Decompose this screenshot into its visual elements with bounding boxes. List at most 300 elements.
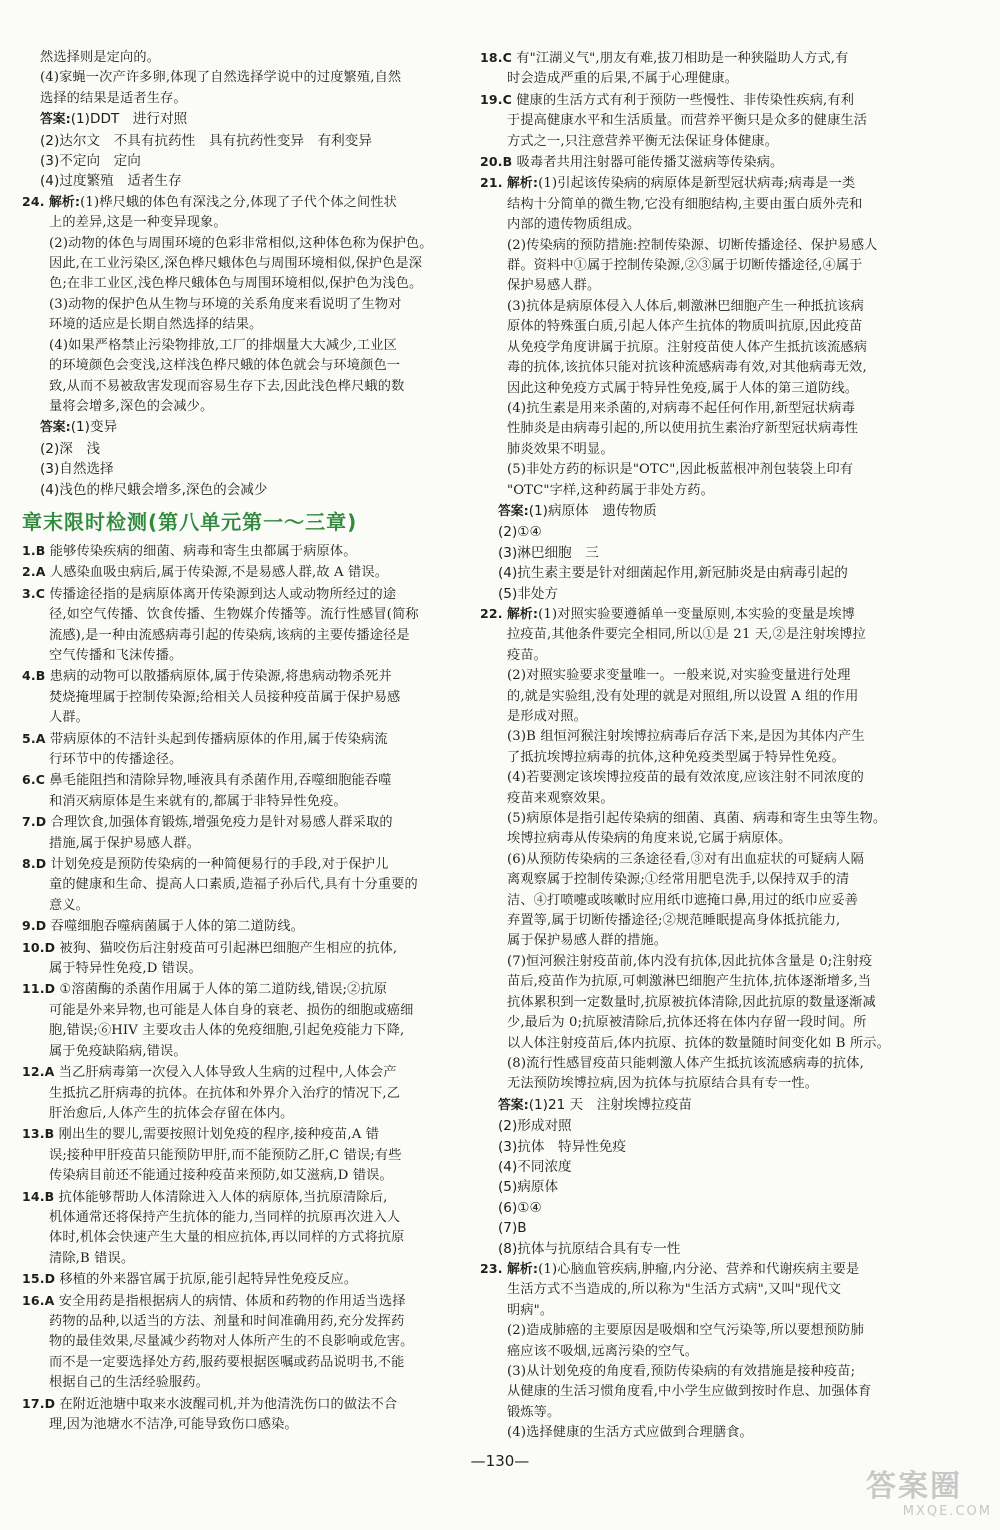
- text-line: [22, 1208, 462, 1228]
- text-line: [22, 1249, 462, 1269]
- line-text: 被狗、猫咬伤后注射疫苗可引起淋巴细胞产生相应的抗体,: [59, 940, 398, 956]
- question-number: 17.D: [22, 1395, 56, 1411]
- line-text: (1)对照实验要遵循单一变量原则,本实验的变量是埃博: [538, 606, 856, 622]
- text-line: [480, 1280, 920, 1300]
- line-text: 明病"。: [507, 1302, 554, 1318]
- line-text: 量将会增多,深色的会减少。: [49, 398, 214, 414]
- text-line: [480, 727, 920, 747]
- answer-text: (2)形成对照: [498, 1118, 572, 1135]
- line-text: 流感),是一种由流感病毒引起的传染病,该病的主要传播途径是: [49, 627, 410, 643]
- item-block: [22, 770, 462, 812]
- item-block: [22, 1124, 462, 1186]
- line-text: 上的差异,这是一种变异现象。: [49, 215, 227, 231]
- line-text: 结构十分简单的微生物,它没有细胞结构,主要由蛋白质外壳和: [507, 196, 863, 212]
- text-line: [22, 1312, 462, 1332]
- text-line: [22, 356, 462, 376]
- text-line: [480, 993, 920, 1013]
- answer-text: (8)抗体与抗原结合具有专一性: [498, 1240, 681, 1257]
- analysis-label: 解析:: [506, 606, 539, 622]
- answer-line: [22, 439, 462, 459]
- line-text: (3)抗体是病原体侵入人体后,刺激淋巴细胞产生一种抵抗该病: [507, 298, 864, 314]
- page-number: —130—: [470, 1452, 530, 1470]
- line-text: 抗体能够帮助人体清除进入人体的病原体,当抗原清除后,: [58, 1189, 388, 1205]
- line-text: 传染病目前还不能通过接种疫苗来预防,如艾滋病,D 错误。: [49, 1168, 393, 1184]
- answer-line: [480, 501, 920, 522]
- text-line: [22, 1042, 462, 1062]
- answer-line: [480, 1157, 920, 1177]
- text-line: [480, 829, 920, 849]
- line-text: 属于保护易感人群的措施。: [507, 933, 668, 949]
- text-line: [22, 1353, 462, 1373]
- text-line: [22, 729, 462, 750]
- text-line: [22, 213, 462, 233]
- text-line: [22, 377, 462, 397]
- line-text: (4)若要测定该埃博拉疫苗的最有效浓度,应该注射不同浓度的: [507, 770, 864, 786]
- line-text: 性肺炎是由病毒引起的,所以使用抗生素治疗新型冠状病毒性: [507, 421, 859, 437]
- line-text: 苗后,疫苗作为抗原,可刺激淋巴细胞产生抗体,抗体逐渐增多,当: [507, 974, 872, 990]
- answer-line: [480, 1218, 920, 1238]
- line-text: 鼻毛能阻挡和清除异物,唾液具有杀菌作用,吞噬细胞能吞噬: [49, 773, 392, 789]
- question-number: 5.A: [22, 730, 46, 746]
- line-text: 生活方式不当造成的,所以称为"生活方式病",又叫"现代文: [507, 1282, 842, 1298]
- answer-text: (2)深 浅: [40, 440, 101, 457]
- text-line: [480, 297, 920, 317]
- answer-text: (2)达尔文 不具有抗药性 具有抗药性变异 有利变异: [40, 132, 372, 149]
- line-text: (1)桦尺蛾的体色有深浅之分,体现了子代个体之间性状: [80, 194, 398, 210]
- line-text: 环境的适应是长期自然选择的结果。: [49, 317, 263, 333]
- text-line: [480, 1034, 920, 1054]
- text-line: [22, 1146, 462, 1166]
- text-line: [22, 666, 462, 687]
- text-line: [480, 152, 920, 173]
- line-text: (1)引起该传染病的病原体是新型冠状病毒;病毒是一类: [538, 176, 856, 192]
- watermark-logo: [866, 1470, 996, 1528]
- line-text: 生抵抗乙肝病毒的抗体。在抗体和外界介入治疗的情况下,乙: [49, 1085, 401, 1101]
- question-number: 9.D: [22, 918, 47, 934]
- line-text: 吸毒者共用注射器可能传播艾滋病等传染病。: [516, 155, 784, 171]
- line-text: (6)从预防传染病的三条途径看,③对有出血症状的可疑病人隔: [507, 851, 864, 867]
- answer-label: 答案:: [40, 112, 71, 128]
- line-text: 径,如空气传播、饮食传播、生物媒介传播等。流行性感冒(简称: [49, 607, 419, 623]
- text-line: [480, 1074, 920, 1094]
- text-line: [480, 604, 920, 625]
- text-line: [22, 605, 462, 625]
- line-text: 意义。: [49, 897, 90, 913]
- text-line: [22, 1001, 462, 1021]
- answer-line: [22, 417, 462, 438]
- answer-text: (1)21 天 注射埃博拉疫苗: [528, 1096, 692, 1113]
- item-block: [22, 562, 462, 583]
- text-line: [480, 1423, 920, 1443]
- line-text: 可能是外来异物,也可能是人体自身的衰老、损伤的细胞或癌细: [49, 1002, 414, 1018]
- answer-line: [480, 1116, 920, 1136]
- line-text: 选择的结果是适者生存。: [40, 90, 187, 106]
- line-text: 吞噬细胞吞噬病菌属于人体的第二道防线。: [50, 919, 305, 935]
- line-text: "OTC"字样,这种药属于非处方药。: [507, 482, 714, 498]
- line-text: (7)恒河猴注射疫苗前,体内没有抗体,因此抗体含量是 0;注射疫: [507, 953, 873, 969]
- item-block: [480, 152, 920, 173]
- answer-line: [480, 1177, 920, 1197]
- line-text: 于提高健康水平和生活质量。而营养平衡只是众多的健康生活: [507, 113, 868, 129]
- question-number: 22.: [480, 605, 503, 621]
- answer-text: (2)①④: [498, 524, 542, 541]
- answer-text: (1)DDT 进行对照: [70, 111, 188, 128]
- line-text: 洁、④打喷嚏或咳嗽时应用纸巾遮掩口鼻,用过的纸巾应妥善: [507, 892, 859, 908]
- text-line: [480, 789, 920, 809]
- answer-text: (4)浅色的桦尺蛾会增多,深色的会减少: [40, 481, 268, 498]
- text-line: [22, 812, 462, 833]
- answer-label: 答案:: [498, 503, 529, 519]
- line-text: 疫苗。: [507, 647, 548, 663]
- answer-line: [480, 522, 920, 542]
- text-line: [22, 1415, 462, 1435]
- answer-text: (4)过度繁殖 适者生存: [40, 173, 182, 190]
- text-line: [22, 315, 462, 335]
- item-block: [480, 173, 920, 501]
- text-line: [22, 1373, 462, 1393]
- text-line: [480, 195, 920, 215]
- answer-block: [480, 501, 920, 604]
- line-text: 措施,属于保护易感人群。: [49, 835, 201, 851]
- text-line: [480, 891, 920, 911]
- analysis-label: 解析:: [48, 194, 81, 210]
- text-line: [22, 295, 462, 315]
- line-text: (2)造成肺癌的主要原因是吸烟和空气污染等,所以要想预防肺: [507, 1323, 864, 1339]
- line-text: (8)流行性感冒疫苗只能刺激人体产生抵抗该流感病毒的抗体,: [507, 1055, 864, 1071]
- line-text: 保护易感人群。: [507, 278, 601, 294]
- answer-text: (1)病原体 遗传物质: [528, 502, 657, 519]
- question-number: 4.B: [22, 668, 46, 684]
- line-text: 和消灭病原体是生来就有的,都属于非特异性免疫。: [49, 793, 347, 809]
- text-line: [480, 440, 920, 460]
- line-text: (2)动物的体色与周围环境的色彩非常相似,这种体色称为保护色。: [49, 235, 433, 251]
- line-text: 时会造成严重的后果,不属于心理健康。: [507, 71, 739, 87]
- text-line: [22, 916, 462, 937]
- text-line: [22, 938, 462, 959]
- text-line: [480, 1362, 920, 1382]
- text-line: [480, 972, 920, 992]
- question-number: 18.C: [480, 50, 512, 65]
- text-line: [22, 979, 462, 1000]
- text-line: [22, 254, 462, 274]
- item-block: [22, 916, 462, 937]
- text-line: [22, 584, 462, 605]
- line-text: 误;接种甲肝疫苗只能预防甲肝,而不能预防乙肝,C 错误;有些: [49, 1147, 402, 1163]
- text-line: [480, 748, 920, 768]
- line-text: 致,从而不易被敌害发现而容易生存下去,因此浅色桦尺蛾的数: [49, 378, 405, 394]
- line-text: 从免疫学角度讲属于抗原。注射疫苗使人体产生抵抗该流感病: [507, 339, 868, 355]
- item-block: [22, 1187, 462, 1270]
- line-text: 少,最后为 0;抗原被清除后,抗体还将在体内存留一段时间。所: [507, 1015, 867, 1031]
- text-line: [480, 317, 920, 337]
- text-line: [22, 770, 462, 791]
- line-text: 的环境颜色会变浅,这样浅色桦尺蛾的体色就会与环境颜色一: [49, 358, 401, 374]
- text-line: [480, 338, 920, 358]
- answer-line: [480, 1137, 920, 1157]
- section-heading-block: [22, 506, 462, 535]
- item-block: [22, 584, 462, 667]
- left-column: [22, 48, 462, 1435]
- question-number: 3.C: [22, 585, 46, 601]
- text-line: [480, 132, 920, 152]
- line-text: 机体通常还将保持产生抗体的能力,当同样的抗原再次进入人: [49, 1209, 401, 1225]
- text-line: [480, 358, 920, 378]
- question-number: 16.A: [22, 1292, 55, 1308]
- line-text: 然选择则是定向的。: [40, 50, 161, 65]
- line-text: 从健康的生活习惯角度看,中小学生应做到按时作息、加强体育: [507, 1384, 872, 1400]
- question-number: 10.D: [22, 939, 56, 955]
- text-line: [480, 419, 920, 439]
- text-line: [22, 959, 462, 979]
- text-line: [480, 215, 920, 235]
- text-line: [22, 1062, 462, 1083]
- item-block: [480, 604, 920, 1095]
- line-text: 肺炎效果不明显。: [507, 441, 614, 457]
- answer-text: (7)B: [498, 1220, 527, 1237]
- line-text: 胞,错误;⑥HIV 主要攻击人体的免疫细胞,引起免疫能力下降,: [49, 1023, 405, 1039]
- answer-line: [480, 1095, 920, 1116]
- text-line: [22, 1166, 462, 1186]
- text-line: [22, 1124, 462, 1145]
- text-line: [22, 1228, 462, 1248]
- text-line: [22, 192, 462, 213]
- answer-text: (3)淋巴细胞 三: [498, 544, 599, 561]
- text-line: [22, 834, 462, 854]
- item-block: [22, 1394, 462, 1436]
- text-line: [480, 256, 920, 276]
- text-line: [480, 809, 920, 829]
- line-text: 了抵抗埃博拉病毒的抗体,这种免疫类型属于特异性免疫。: [507, 749, 845, 765]
- answer-label: 答案:: [498, 1097, 529, 1113]
- text-line: [480, 481, 920, 501]
- text-line: [480, 1301, 920, 1321]
- text-line: [480, 399, 920, 419]
- answer-line: [480, 563, 920, 583]
- line-text: (4)选择健康的生活方式应做到合理膳食。: [507, 1425, 753, 1441]
- line-text: ①溶菌酶的杀菌作用属于人体的第二道防线,错误;②抗原: [59, 982, 388, 998]
- line-text: 能够传染疾病的细菌、病毒和寄生虫都属于病原体。: [49, 543, 357, 559]
- answer-line: [22, 171, 462, 191]
- text-line: [22, 234, 462, 254]
- answer-line: [22, 109, 462, 130]
- text-line: [22, 68, 462, 88]
- line-text: (5)非处方药的标识是"OTC",因此板蓝根冲剂包装袋上印有: [507, 462, 854, 478]
- line-text: (4)抗生素是用来杀菌的,对病毒不起任何作用,新型冠状病毒: [507, 400, 855, 416]
- text-line: [480, 48, 920, 69]
- text-line: [22, 626, 462, 646]
- text-line: [480, 707, 920, 727]
- line-text: 焚烧掩埋属于控制传染源;给相关人员接种疫苗属于保护易感: [49, 689, 401, 705]
- text-line: [22, 1291, 462, 1312]
- answer-line: [480, 1239, 920, 1259]
- line-text: 毒的抗体,该抗体只能对抗该种流感病毒有效,对其他病毒无效,: [507, 360, 867, 376]
- question-number: 2.A: [22, 564, 46, 580]
- line-text: 行环节中的传播途径。: [49, 752, 183, 767]
- line-text: 离观察属于控制传染源;①经常用肥皂洗手,以保持双手的清: [507, 872, 850, 888]
- line-text: 因此,在工业污染区,深色桦尺蛾体色与周围环境相似,保护色是深: [49, 256, 423, 272]
- question-number: 21.: [480, 175, 503, 191]
- item-block: [22, 1291, 462, 1394]
- text-line: [480, 931, 920, 951]
- text-line: [480, 111, 920, 131]
- line-text: 合理饮食,加强体育锻炼,增强免疫力是针对易感人群采取的: [50, 815, 393, 831]
- right-column: [480, 48, 920, 1444]
- line-text: 属于免疫缺陷病,错误。: [49, 1043, 187, 1059]
- text-line: [480, 768, 920, 788]
- question-number: 8.D: [22, 856, 47, 872]
- text-line: [480, 850, 920, 870]
- line-text: 方式之一,只注意营养平衡无法保证身体健康。: [507, 133, 779, 149]
- text-line: [22, 1269, 462, 1290]
- question-number: 15.D: [22, 1271, 56, 1287]
- text-line: [480, 1382, 920, 1402]
- item-block: [22, 666, 462, 728]
- item-block: [22, 854, 462, 916]
- text-line: [22, 562, 462, 583]
- question-number: 19.C: [480, 91, 512, 107]
- text-line: [480, 69, 920, 89]
- line-text: 是形成对照。: [507, 709, 588, 724]
- text-line: [22, 854, 462, 875]
- answer-block: [22, 417, 462, 500]
- answer-text: (5)病原体: [498, 1179, 559, 1196]
- line-text: 刚出生的婴儿,需要按照计划免疫的程序,接种疫苗,A 错: [58, 1127, 380, 1143]
- text-line: [22, 1084, 462, 1104]
- line-text: 有"江湖义气",朋友有难,拔刀相助是一种狭隘助人方式,有: [516, 51, 849, 66]
- question-number: 7.D: [22, 814, 47, 830]
- text-line: [22, 274, 462, 294]
- text-line: [480, 625, 920, 645]
- question-number: 1.B: [22, 542, 46, 558]
- answer-text: (3)抗体 特异性免疫: [498, 1138, 627, 1155]
- line-text: (3)B 组恒河猴注射埃博拉病毒后存活下来,是因为其体内产生: [507, 729, 865, 745]
- item-block: [22, 1062, 462, 1124]
- question-number: 11.D: [22, 981, 56, 997]
- text-line: [22, 792, 462, 812]
- text-line: [480, 460, 920, 480]
- line-text: 锻炼等。: [507, 1404, 561, 1420]
- text-line: [480, 1342, 920, 1362]
- line-text: 色;在非工业区,浅色桦尺蛾体色与周围环境相似,保护色为浅色。: [49, 276, 423, 292]
- line-text: 内部的遗传物质组成。: [507, 217, 641, 233]
- question-number: 24.: [22, 193, 45, 209]
- text-line: [480, 173, 920, 194]
- text-line: [480, 1403, 920, 1423]
- text-line: [22, 1187, 462, 1208]
- line-text: 无法预防埃博拉病,因为抗体与抗原结合具有专一性。: [507, 1076, 819, 1092]
- answer-line: [480, 543, 920, 563]
- text-line: [22, 48, 462, 68]
- line-text: 药物的品种,以适当的方法、剂量和时间准确用药,充分发挥药: [49, 1313, 405, 1329]
- line-text: 属于特异性免疫,D 错误。: [49, 961, 202, 977]
- text-line: [22, 336, 462, 356]
- watermark-logo-text: 答案圈: [866, 1469, 962, 1504]
- line-text: 体时,机体会快速产生大量的相应抗体,再以同样的方式将抗原: [49, 1230, 405, 1246]
- line-text: 疫苗来观察效果。: [507, 790, 614, 806]
- line-text: 原体的特殊蛋白质,引起人体产生抗体的物质叫抗原,因此疫苗: [507, 319, 863, 335]
- text-line: [22, 1021, 462, 1041]
- line-text: 癌应该不吸烟,远离污染的空气。: [507, 1343, 699, 1359]
- text-line: [480, 1259, 920, 1280]
- text-line: [22, 1394, 462, 1415]
- answer-line: [22, 131, 462, 151]
- line-text: 童的健康和生命、提高人口素质,造福子孙后代,具有十分重要的: [49, 877, 418, 893]
- answer-text: (1)变异: [70, 419, 118, 436]
- item-block: [22, 541, 462, 562]
- line-text: 移植的外来器官属于抗原,能引起特异性免疫反应。: [59, 1272, 358, 1288]
- answer-text: (6)①④: [498, 1199, 542, 1216]
- item-block: [22, 48, 462, 109]
- line-text: 人群。: [49, 710, 90, 726]
- item-block: [480, 90, 920, 152]
- answer-text: (3)不定向 定向: [40, 153, 141, 170]
- question-number: 13.B: [22, 1126, 55, 1142]
- line-text: 肝治愈后,人体产生的抗体会存留在体内。: [49, 1105, 294, 1121]
- answer-line: [22, 480, 462, 500]
- line-text: 空气传播和飞沫传播。: [49, 647, 183, 663]
- line-text: 理,因为池塘水不洁净,可能导致伤口感染。: [49, 1417, 298, 1432]
- item-block: [480, 48, 920, 90]
- text-line: [480, 379, 920, 399]
- line-text: 计划免疫是预防传染病的一种简便易行的手段,对于保护儿: [50, 857, 389, 873]
- text-line: [22, 896, 462, 916]
- answer-block: [480, 1095, 920, 1259]
- answer-label: 答案:: [40, 420, 71, 436]
- answer-line: [480, 1198, 920, 1218]
- answer-block: [22, 109, 462, 192]
- line-text: 而不是一定要选择处方药,服药要根据医嘱或药品说明书,不能: [49, 1354, 405, 1370]
- text-line: [22, 875, 462, 895]
- watermark-site: MXQE.COM: [902, 1504, 992, 1519]
- analysis-label: 解析:: [506, 1261, 539, 1277]
- line-text: 以人体注射疫苗后,体内抗原、抗体的数量随时间变化如 B 所示。: [507, 1035, 890, 1051]
- text-line: [480, 687, 920, 707]
- item-block: [22, 729, 462, 771]
- text-line: [22, 89, 462, 109]
- text-line: [480, 1054, 920, 1074]
- line-text: 安全用药是指根据病人的病情、体质和药物的作用适当选择: [58, 1293, 406, 1309]
- text-line: [480, 666, 920, 686]
- answer-line: [22, 459, 462, 479]
- line-text: (2)对照实验要求变量唯一。一般来说,对实验变量进行处理: [507, 668, 851, 684]
- item-block: [22, 938, 462, 980]
- text-line: [480, 646, 920, 666]
- text-line: [22, 750, 462, 770]
- line-text: 在附近池塘中取来水波醒司机,并为他清洗伤口的做法不合: [59, 1396, 398, 1412]
- text-line: [480, 911, 920, 931]
- item-block: [22, 979, 462, 1062]
- text-line: [480, 870, 920, 890]
- text-line: [22, 1104, 462, 1124]
- text-line: [480, 1013, 920, 1033]
- item-block: [22, 192, 462, 417]
- line-text: 拉疫苗,其他条件要完全相同,所以①是 21 天,②是注射埃博拉: [507, 627, 866, 643]
- line-text: 人感染血吸虫病后,属于传染源,不是易感人群,故 A 错误。: [49, 565, 389, 581]
- line-text: 埃博拉病毒从传染病的角度来说,它属于病原体。: [507, 831, 792, 847]
- line-text: (3)动物的保护色从生物与环境的关系角度来看说明了生物对: [49, 296, 402, 312]
- line-text: (3)从计划免疫的角度看,预防传染病的有效措施是接种疫苗;: [507, 1364, 856, 1379]
- answer-text: (4)不同浓度: [498, 1158, 572, 1175]
- text-line: [22, 688, 462, 708]
- answer-text: (3)自然选择: [40, 461, 114, 478]
- line-text: (2)传染病的预防措施:控制传染源、切断传播途径、保护易感人: [507, 237, 878, 253]
- text-line: [22, 541, 462, 562]
- item-block: [22, 1269, 462, 1290]
- question-number: 6.C: [22, 772, 46, 788]
- text-line: [22, 1332, 462, 1352]
- question-number: 14.B: [22, 1188, 55, 1204]
- line-text: (4)家蝇一次产许多卵,体现了自然选择学说中的过度繁殖,自然: [40, 70, 402, 86]
